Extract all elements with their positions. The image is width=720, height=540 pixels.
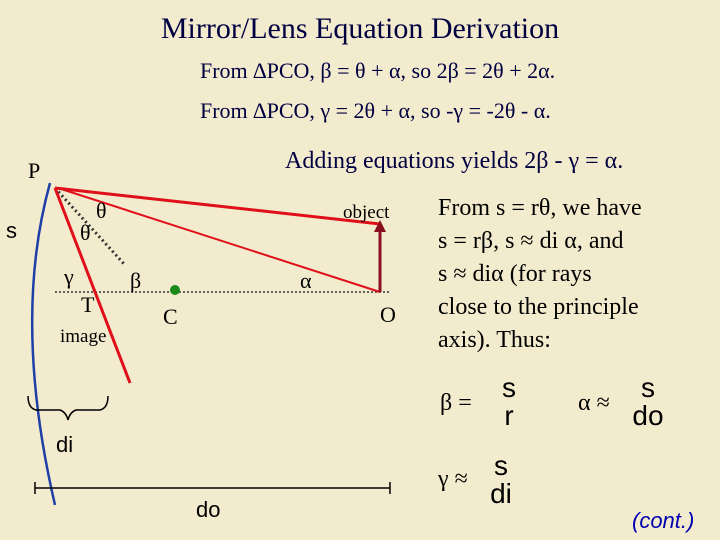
alpha-formula-lhs: α ≈: [578, 390, 610, 416]
beta-fraction: [496, 374, 522, 430]
explanation-line-2: s = rβ, s ≈ di α, and: [438, 228, 624, 254]
label-T: T: [81, 292, 95, 317]
label-s: s: [6, 218, 17, 243]
explanation-line-3: s ≈ diα (for rays: [438, 261, 592, 287]
label-di: di: [56, 432, 74, 457]
beta-denominator: r: [504, 400, 514, 431]
label-theta-2: θ: [80, 220, 91, 245]
center-point: [170, 285, 180, 295]
label-gamma: γ: [64, 264, 74, 289]
explanation-line-1: From s = rθ, we have: [438, 195, 642, 221]
slide-title: Mirror/Lens Equation Derivation: [160, 12, 560, 45]
label-O: O: [380, 302, 396, 327]
label-P: P: [28, 158, 41, 183]
beta-formula-lhs: β =: [440, 390, 472, 416]
derivation-line-1: From ∆PCO, β = θ + α, so 2β = 2θ + 2α.: [200, 58, 556, 83]
gamma-fraction: [486, 452, 516, 508]
label-image: image: [60, 326, 107, 347]
gamma-numerator: s: [494, 450, 508, 481]
di-brace: [28, 396, 108, 420]
label-beta: β: [130, 268, 142, 293]
explanation-line-4: close to the principle: [438, 294, 639, 320]
alpha-fraction: [630, 374, 666, 430]
mirror-arc: [32, 183, 55, 505]
alpha-denominator: do: [632, 400, 664, 431]
gamma-denominator: di: [490, 478, 512, 509]
label-alpha: α: [300, 268, 312, 293]
label-theta-1: θ: [96, 198, 107, 223]
label-C: C: [163, 304, 178, 329]
explanation-line-5: axis). Thus:: [438, 327, 551, 353]
label-do: do: [196, 497, 221, 522]
derivation-line-2: From ∆PCO, γ = 2θ + α, so -γ = -2θ - α.: [200, 98, 551, 123]
alpha-numerator: s: [641, 372, 655, 403]
continued-label: (cont.): [632, 508, 695, 533]
derivation-line-3: Adding equations yields 2β - γ = α.: [285, 148, 624, 174]
beta-numerator: s: [502, 372, 516, 403]
label-object: object: [343, 202, 390, 223]
gamma-formula-lhs: γ ≈: [438, 466, 468, 492]
